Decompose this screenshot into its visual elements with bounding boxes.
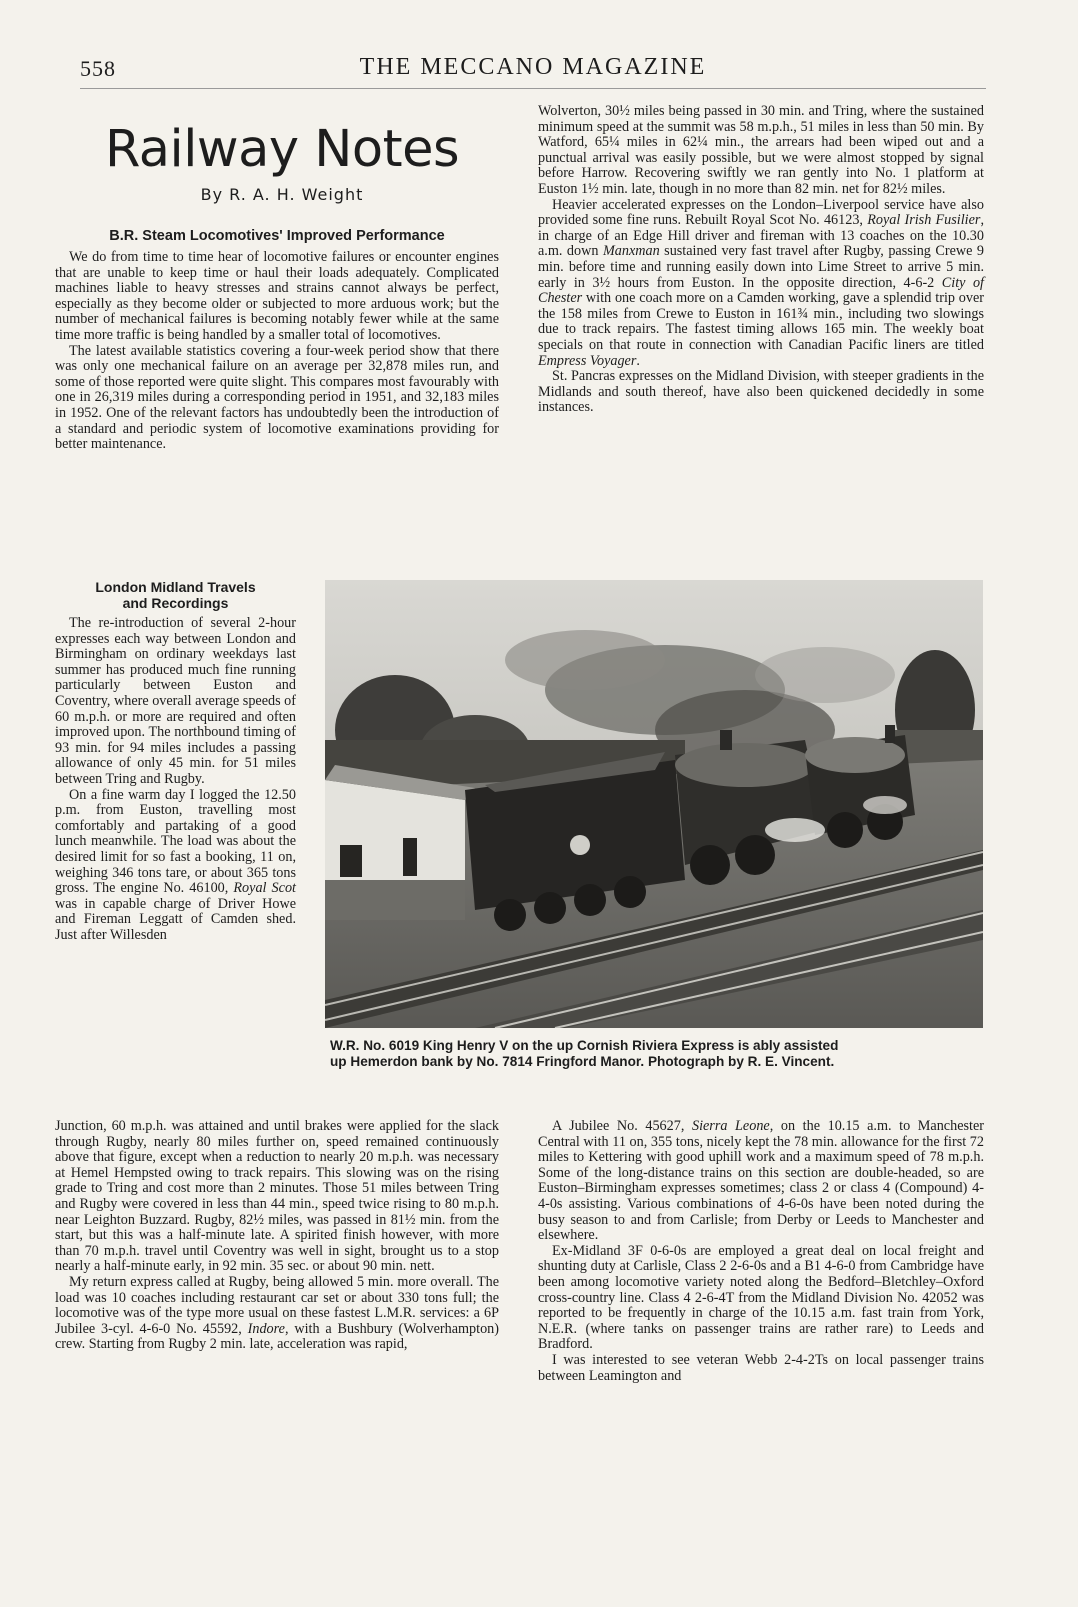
page-number: 558 <box>80 56 116 81</box>
page-header <box>80 54 986 89</box>
loco-name: Indore <box>247 1320 285 1337</box>
text-run: . <box>636 352 640 369</box>
train-name: Empress Voyager <box>538 352 637 369</box>
loco-name: Royal Scot <box>233 880 296 897</box>
column-left-top <box>55 228 499 453</box>
photo-caption <box>330 1038 980 1069</box>
magazine-title: THE MECCANO MAGAZINE <box>359 54 707 80</box>
text-run: was in capable charge of Driver Howe and Fireman Leggatt of Camden shed. Just after Willesden <box>55 895 296 943</box>
heading-line: London Midland Travels <box>95 579 256 595</box>
text-run: Heavier accelerated expresses on the London–Liverpool service have also provided some fine runs. Rebuilt Royal Scot No. 46123, <box>538 196 984 229</box>
column-narrow <box>55 579 296 943</box>
column-right-bottom <box>538 1119 984 1384</box>
loco-name: City of Chester <box>538 274 984 307</box>
article-byline: By R. A. H. Weight <box>200 185 364 204</box>
paragraph: St. Pancras expresses on the Midland Division, with steeper gradients in the Midlands and south thereof, have also been quickened decidedly in some instances. <box>538 368 984 416</box>
column-left-bottom <box>55 1119 499 1353</box>
section-heading: B.R. Steam Locomotives' Improved Performance <box>109 228 445 244</box>
text-run: On a fine warm day I logged the 12.50 p.m. from Euston, travelling most comfortably and partaking of a good lunch meanwhile. The load was about the desired limit for so fast a booking, 11 on, weighing 346 tons tare, or about 365 tons gross. The engine No. 46100, <box>55 786 296 897</box>
paragraph: I was interested to see veteran Webb 2-4-2Ts on local passenger trains between Leamington and <box>538 1351 984 1384</box>
text-run: , on the 10.15 a.m. to Manchester Central with 11 on, 355 tons, nicely kept the 78 min. allowance for the first 72 miles to Kettering with good uphill work and a maximum speed of 78 m.p.h. Some of the long-distance trains on this section are double-headed, so are Euston–Birmingham expresses sometimes; class 2 or class 4 (Compound) 4-4-0s assisting. Various combinations of 4-6-0s have been noted during the busy season to and from Carlisle; from Derby or Leeds to Manchester and elsewhere. <box>538 1118 984 1244</box>
photo-illustration <box>325 580 983 1028</box>
text-run: with one coach more on a Camden working, gave a splendid trip over the 158 miles from Crewe to Euston in 161¾ min., including two slowings due to track repairs. The fastest timing allows 165 min. The weekly boat specials on that route in connection with Canadian Pacific liners are titled <box>538 290 984 353</box>
paragraph <box>55 1275 499 1353</box>
paragraph <box>538 1119 984 1244</box>
section-heading <box>55 579 296 611</box>
heading-line: and Recordings <box>122 595 229 611</box>
text-run: sustained very fast travel after Rugby, passing Crewe 9 min. before time and running easily down into Lime Street to arrive 5 min. early in 3½ hours from Euston. In the opposite direction, 4-6-2 <box>538 243 984 291</box>
column-right-top <box>538 104 984 416</box>
caption-line: up Hemerdon bank by No. 7814 Fringford Manor. Photograph by R. E. Vincent. <box>330 1053 835 1069</box>
paragraph <box>55 788 296 944</box>
paragraph: Junction, 60 m.p.h. was attained and until brakes were applied for the slack through Rugby, nearly 80 miles further on, speed remained continuously above that figure, except when a reduction to nearly 20 m.p.h. was necessary at Hemel Hempsted owing to track repairs. This slowing was on the rising grade to Tring and cost more than 2 minutes. Those 51 miles between Tring and Rugby were covered in less than 44 min., speed twice rising to 80 m.p.h. near Leighton Buzzard. Rugby, 82½ miles, was passed in 81½ min. from the start, but this was a half-minute late. A spirited finish however, with more than 70 m.p.h. travel until Coventry was well in sight, brought us to a stop nearly a half-minute early, in 92 min. 35 sec. or about 90 min. nett. <box>55 1118 499 1275</box>
paragraph: The re-introduction of several 2-hour expresses each way between London and Birmingham on ordinary weekdays last summer has produced much fine running particularly between Euston and Coventry, where overall average speeds of 60 m.p.h. or more are required and often improved upon. The northbound timing of 93 min. for 94 miles includes a passing allowance of only 45 min. for 51 miles between Tring and Rugby. <box>55 615 296 787</box>
train-name: Manxman <box>602 243 660 260</box>
paragraph: The latest available statistics covering a four-week period show that there was only one mechanical failure on an average per 32,878 miles run, and some of those reported were quite slight. This compares most favourably with one in 26,319 miles during a corresponding period in 1951, and 32,183 miles in 1952. One of the relevant factors has undoubtedly been the introduction of a standard and periodic system of locomotive examinations providing for better maintenance. <box>55 342 499 453</box>
paragraph <box>538 198 984 370</box>
text-run: , in charge of an Edge Hill driver and fireman with 13 coaches on the 10.30 a.m. down <box>538 212 984 260</box>
paragraph: We do from time to time hear of locomotive failures or encounter engines that are unable to keep time or haul their loads adequately. Complicated machines liable to heavy stresses and strains cannot always be perfect, especially as they become older or subjected to more arduous work; but the number of mechanical failures is becoming notably fewer while at the same time more traffic is being handled by a smaller total of locomotives. <box>55 249 499 343</box>
text-run: , with a Bushbury (Wolverhampton) crew. Starting from Rugby 2 min. late, acceleration was rapid, <box>55 1320 499 1353</box>
paragraph: Wolverton, 30½ miles being passed in 30 min. and Tring, where the sustained minimum speed at the summit was 58 m.p.h., 51 miles in less than 50 min. By Watford, 65¼ miles in 62¼ min., the arrears had been wiped out and a punctual arrival was easily possible, but we were almost stopped by signal before Harrow. Recovering swiftly we ran gently into No. 1 platform at Euston 1½ min. late, though in no more than 82 min. net for 82½ miles. <box>538 103 984 197</box>
text-run: My return express called at Rugby, being allowed 5 min. more overall. The load was 10 coaches including restaurant car set or about 330 tons full; the locomotive was of the type more usual on these fastest L.M.R. services: a 6P Jubilee 3-cyl. 4-6-0 No. 45592, <box>55 1273 499 1337</box>
locomotive-photograph <box>325 580 983 1028</box>
text-run: A Jubilee No. 45627, <box>552 1118 692 1134</box>
loco-name: Royal Irish Fusilier <box>867 212 981 229</box>
paragraph: Ex-Midland 3F 0-6-0s are employed a great deal on local freight and shunting duty at Carlisle, Class 2 2-6-0s and a B1 4-6-0 from Cambridge have been among locomotive variety noted along the Bedford–Bletchley–Oxford cross-country line. Class 4 2-6-4T from the Midland Division No. 42052 was reported to be frequently in charge of the 10.15 a.m. fast train from York, N.E.R. (where tanks on passenger trains are rather rare) to Leeds and Bradford. <box>538 1242 984 1353</box>
caption-line: W.R. No. 6019 King Henry V on the up Cornish Riviera Express is ably assisted <box>330 1038 839 1053</box>
article-title: Railway Notes <box>104 120 460 179</box>
loco-name: Sierra Leone <box>691 1118 770 1134</box>
